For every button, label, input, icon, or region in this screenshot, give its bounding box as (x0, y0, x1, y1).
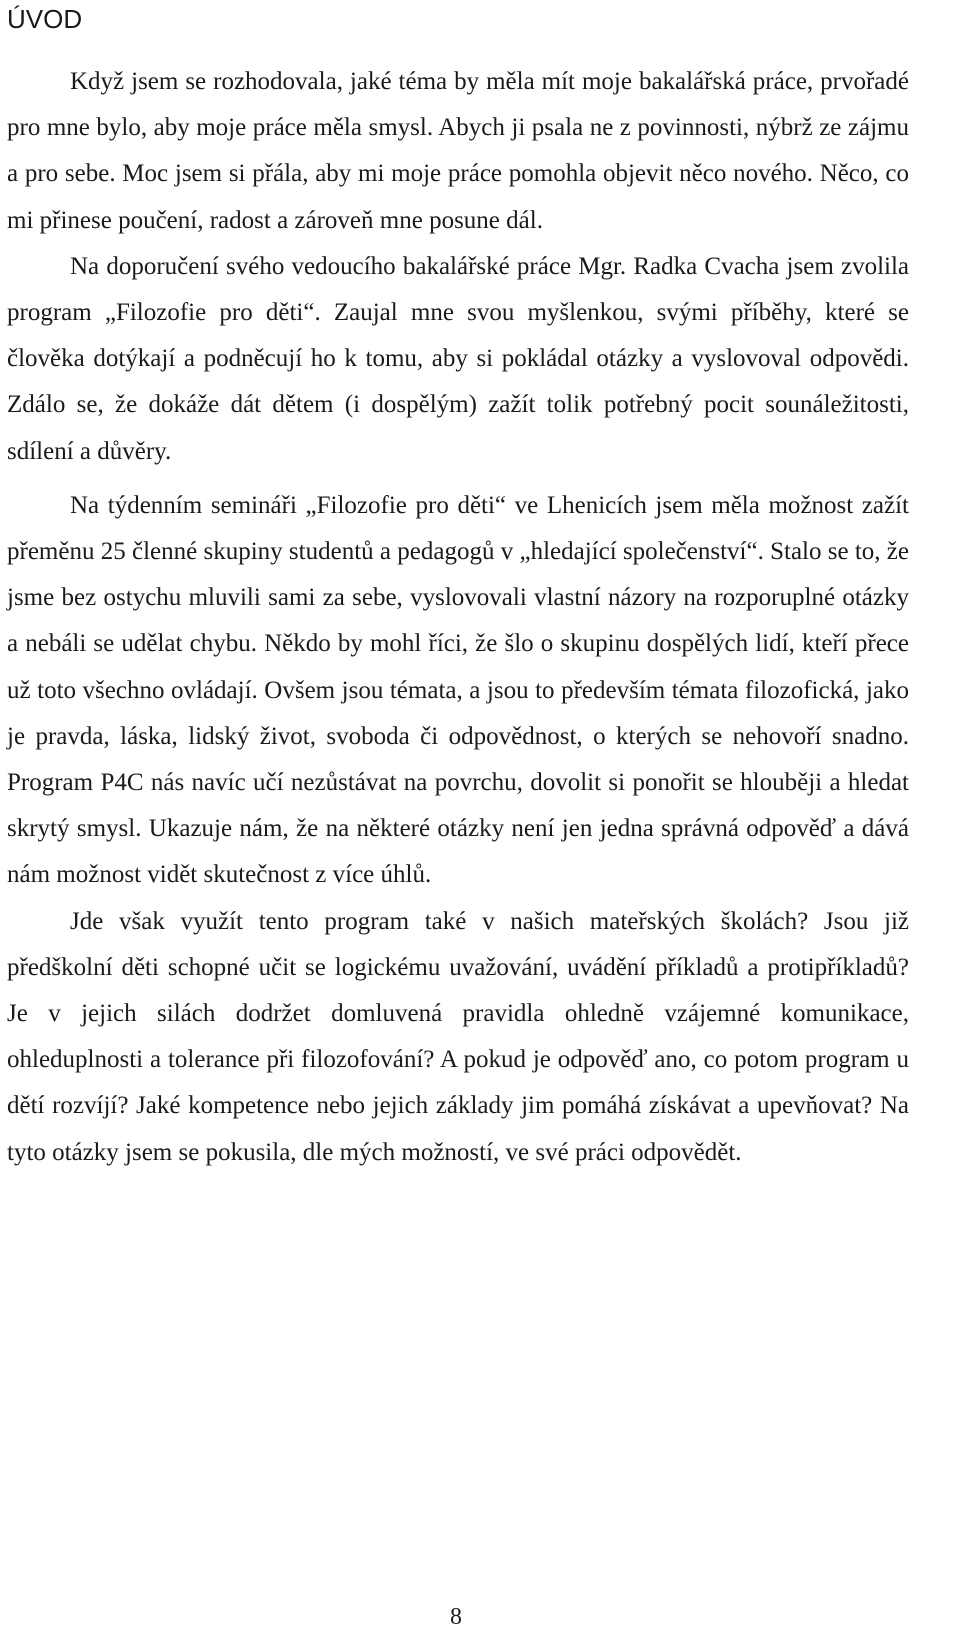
paragraph-1: Když jsem se rozhodovala, jaké téma by měla mít moje bakalářská práce, prvořadé pro mne bylo, aby moje práce měla smysl. Abych ji psala ne z povinnosti, nýbrž ze zájmu a pro sebe. Moc jsem si přála, aby mi moje práce pomohla objevit něco nového. Něco, co mi přinese poučení, radost a zároveň mne posune dál. (7, 68, 909, 234)
page-number: 8 (450, 1604, 462, 1630)
paragraph-3: Na týdenním semináři „Filozofie pro děti“ ve Lhenicích jsem měla možnost zažít přeměnu 25 členné skupiny studentů a pedagogů v „hledající společenství“. Stalo se to, že jsme bez ostychu mluvili sami za sebe, vyslovovali vlastní názory na rozporuplné otázky a nebáli se udělat chybu. Někdo by mohl říci, že šlo o skupinu dospělých lidí, kteří přece už toto všechno ovládají. Ovšem jsou témata, a jsou to především témata filozofická, jako je pravda, láska, lidský život, svoboda či odpovědnost, o kterých se nehovoří snadno. Program P4C nás navíc učí nezůstávat na povrchu, dovolit si ponořit se hlouběji a hledat skrytý smysl. Ukazuje nám, že na některé otázky není jen jedna správná odpověď a dává nám možnost vidět skutečnost z více úhlů. (7, 491, 909, 889)
body-text (7, 59, 909, 1176)
paragraph-2: Na doporučení svého vedoucího bakalářské práce Mgr. Radka Cvacha jsem zvolila program „Filozofie pro děti“. Zaujal mne svou myšlenkou, svými příběhy, které se člověka dotýkají a podněcují ho k tomu, aby si pokládal otázky a vyslovoval odpovědi. Zdálo se, že dokáže dát dětem (i dospělým) zažít tolik potřebný pocit sounáležitosti, sdílení a důvěry. (7, 252, 909, 465)
paragraph-4: Jde však využít tento program také v našich mateřských školách? Jsou již předškolní děti schopné učit se logickému uvažování, uvádění příkladů a protipříkladů? Je v jejich silách dodržet domluvená pravidla ohledně vzájemné komunikace, ohleduplnosti a tolerance při filozofování? A pokud je odpověď ano, co potom program u dětí rozvíjí? Jaké kompetence nebo jejich základy jim pomáhá získávat a upevňovat? Na tyto otázky jsem se pokusila, dle mých možností, ve své práci odpovědět. (7, 907, 909, 1166)
section-heading: ÚVOD (7, 4, 83, 34)
